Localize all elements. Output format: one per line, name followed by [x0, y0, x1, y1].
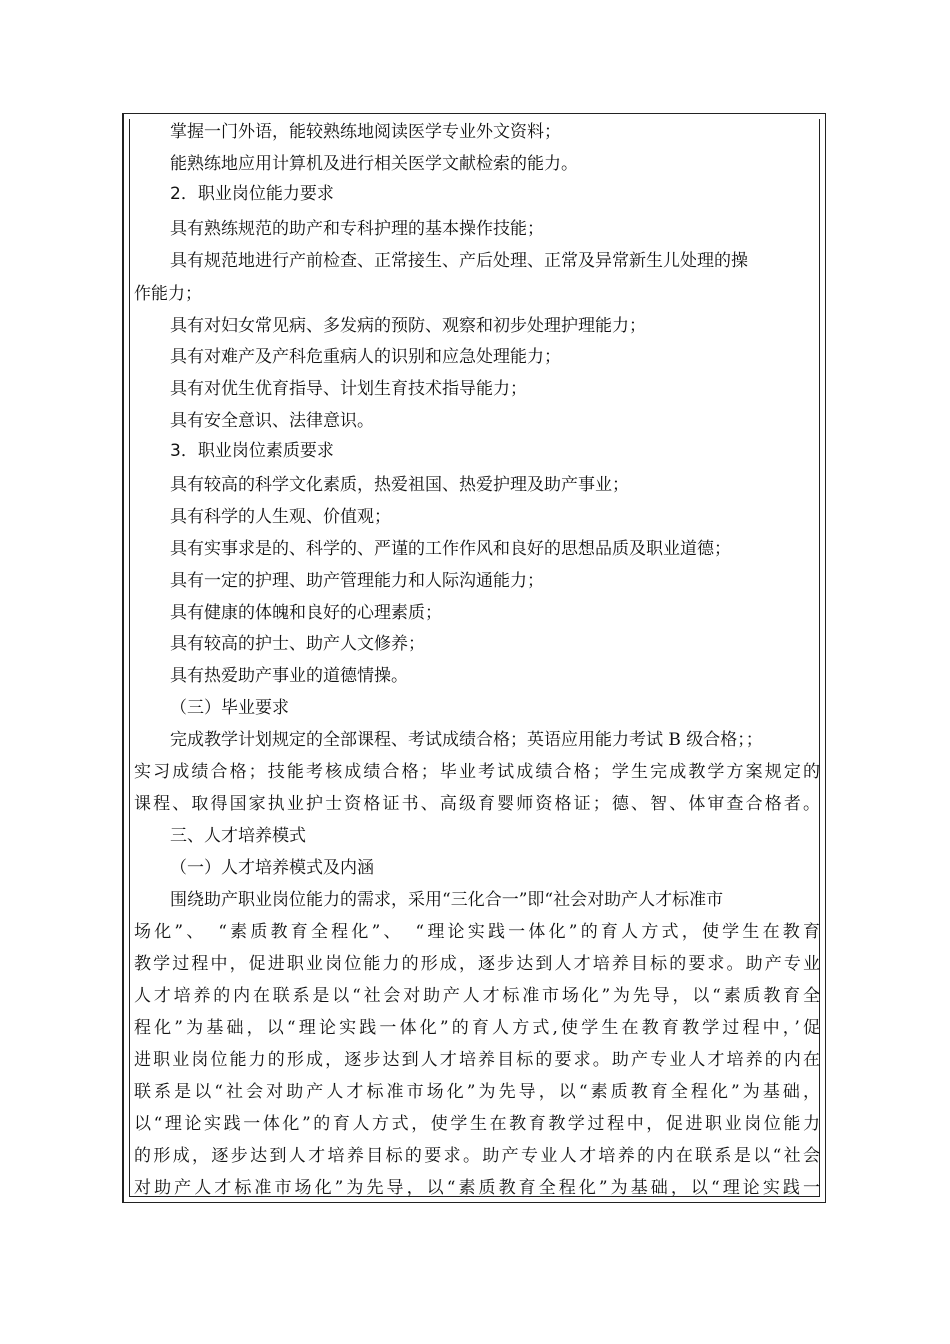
text-line: 场化”、 “素质教育全程化”、 “理论实践一体化”的育人方式，使学生在教育	[134, 922, 820, 942]
text-line: 联系是以“社会对助产人才标准市场化”为先导，以“素质教育全程化”为基础，	[134, 1082, 820, 1102]
text-line: 具有科学的人生观、价值观；	[170, 507, 391, 527]
section-heading: 2．职业岗位能力要求	[170, 184, 334, 204]
text-line: 掌握一门外语，能较熟练地阅读医学专业外文资料；	[170, 122, 561, 142]
text-line: 具有较高的护士、助产人文修养；	[170, 634, 425, 654]
text-line: 具有实事求是的、科学的、严谨的工作作风和良好的思想品质及职业道德；	[170, 539, 731, 559]
text-line: 具有规范地进行产前检查、正常接生、产后处理、正常及异常新生儿处理的操	[170, 251, 748, 271]
text-line: 具有健康的体魄和良好的心理素质；	[170, 603, 442, 623]
text-line: 对助产人才标准市场化”为先导，以“素质教育全程化”为基础，以“理论实践一	[134, 1178, 820, 1198]
text-line: 具有热爱助产事业的道德情操。	[170, 666, 408, 686]
text-line: 教学过程中，促进职业岗位能力的形成，逐步达到人才培养目标的要求。助产专业	[134, 954, 820, 974]
document-table-frame	[122, 113, 826, 1203]
text-line: 进职业岗位能力的形成，逐步达到人才培养目标的要求。助产专业人才培养的内在	[134, 1050, 820, 1070]
text-line: 具有对妇女常见病、多发病的预防、观察和初步处理护理能力；	[170, 316, 646, 336]
section-heading: 3．职业岗位素质要求	[170, 441, 334, 461]
text-line: 具有安全意识、法律意识。	[170, 411, 374, 431]
text-line: 的形成，逐步达到人才培养目标的要求。助产专业人才培养的内在联系是以“社会	[134, 1146, 820, 1166]
text-line: 作能力；	[134, 284, 202, 304]
subsection-heading: （一）人才培养模式及内涵	[170, 858, 374, 878]
text-line: 能熟练地应用计算机及进行相关医学文献检索的能力。	[170, 154, 578, 174]
subsection-heading: （三）毕业要求	[170, 698, 289, 718]
text-line: 具有一定的护理、助产管理能力和人际沟通能力；	[170, 571, 544, 591]
text-line: 实习成绩合格；技能考核成绩合格；毕业考试成绩合格；学生完成教学方案规定的	[134, 762, 820, 782]
text-line: 具有对优生优育指导、计划生育技术指导能力；	[170, 379, 527, 399]
text-line: 完成教学计划规定的全部课程、考试成绩合格；英语应用能力考试 B 级合格；；	[170, 730, 763, 750]
chapter-heading: 三、人才培养模式	[170, 826, 306, 846]
text-line: 课程、取得国家执业护士资格证书、高级育婴师资格证；德、智、体审查合格者。	[134, 794, 820, 814]
text-line: 具有较高的科学文化素质，热爱祖国、热爱护理及助产事业；	[170, 475, 629, 495]
text-line: 围绕助产职业岗位能力的需求，采用“三化合一”即“社会对助产人才标准市	[170, 890, 724, 910]
text-line: 人才培养的内在联系是以“社会对助产人才标准市场化”为先导，以“素质教育全	[134, 986, 820, 1006]
text-line: 具有熟练规范的助产和专科护理的基本操作技能；	[170, 219, 544, 239]
text-line: 以“理论实践一体化”的育人方式，使学生在教育教学过程中，促进职业岗位能力	[134, 1114, 820, 1134]
text-line: 具有对难产及产科危重病人的识别和应急处理能力；	[170, 347, 561, 367]
text-line: 程化”为基础，以“理论实践一体化”的育人方式,使学生在教育教学过程中，’促	[134, 1018, 820, 1038]
